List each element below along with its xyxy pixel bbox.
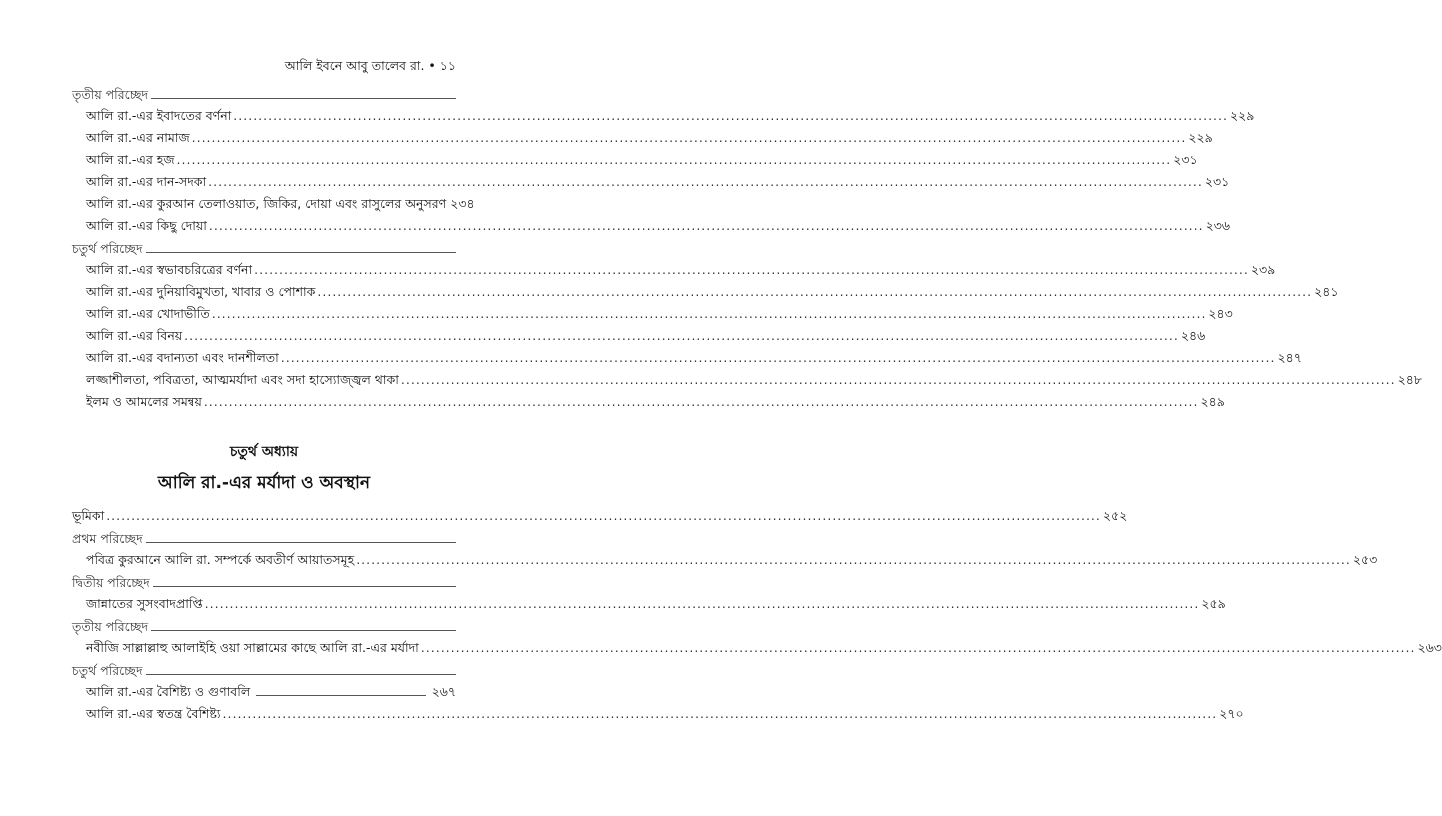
toc-entry-page: ২৫২ — [1102, 508, 1128, 523]
dot-leader: ........................................................................................................................................................................................................ — [233, 108, 1228, 123]
toc-entry-page: ২৫৩ — [1352, 552, 1378, 567]
toc-entry[interactable] — [72, 218, 1230, 240]
section-label: দ্বিতীয় পরিচ্ছেদ — [72, 575, 150, 590]
toc-block-1 — [72, 86, 1422, 416]
toc-entry-page: ২৪৮ — [1397, 372, 1422, 387]
toc-entry[interactable] — [72, 152, 1198, 174]
dot-leader: ........................................................................................................................................................................................................ — [254, 262, 1249, 277]
dot-leader: ........................................................................................................................................................................................................ — [317, 284, 1313, 299]
dot-leader: ........................................................................................................................................................................................................ — [211, 306, 1207, 321]
toc-entry-page: ২৪৬ — [1180, 328, 1206, 343]
toc-entry-page: ২৫৯ — [1201, 596, 1226, 611]
section-rule — [146, 674, 456, 675]
chapter-heading — [0, 440, 528, 498]
section-heading — [72, 530, 456, 552]
dot-leader: ........................................................................................................................................................................................................ — [106, 508, 1101, 523]
dot-leader — [256, 695, 425, 696]
toc-entry[interactable] — [72, 284, 1339, 306]
toc-entry-page: ২৩৬ — [1205, 218, 1230, 233]
toc-entry[interactable] — [72, 350, 1302, 372]
chapter-number: চতুর্থ অধ্যায় — [229, 444, 299, 460]
chapter-title: আলি রা.-এর মর্যাদা ও অবস্থান — [157, 473, 371, 493]
toc-entry-title: আলি রা.-এর বিনয় — [86, 328, 183, 343]
section-rule — [146, 252, 456, 253]
toc-entry-page: ২৪৭ — [1277, 350, 1302, 365]
toc-entry-title: আলি রা.-এর কুরআন তেলাওয়াত, জিকির, দোয়া এবং রাসুলের অনুসরণ — [86, 196, 447, 211]
toc-entry-title: আলি রা.-এর খোদাভীতি — [86, 306, 210, 321]
section-rule — [151, 98, 456, 99]
toc-entry-title: আলি রা.-এর স্বতন্ত্র বৈশিষ্ট্য — [86, 706, 221, 721]
toc-entry-page: ২৪৩ — [1208, 306, 1233, 321]
toc-entry[interactable] — [72, 328, 1206, 350]
toc-entry-title: পবিত্র কুরআনে আলি রা. সম্পর্কে অবতীর্ণ আয়াতসমূহ — [86, 552, 355, 567]
toc-entry-title: আলি রা.-এর দান-সদকা — [86, 174, 207, 189]
toc-entry-title: ইলম ও আমলের সমন্বয় — [86, 394, 202, 409]
toc-entry[interactable] — [72, 684, 456, 706]
section-label: তৃতীয় পরিচ্ছেদ — [72, 619, 149, 634]
dot-leader: ........................................................................................................................................................................................................ — [203, 394, 1199, 409]
dot-leader: ........................................................................................................................................................................................................ — [400, 372, 1396, 387]
toc-entry-page: ২২৯ — [1188, 130, 1213, 145]
toc-entry-title: আলি রা.-এর নামাজ — [86, 130, 190, 145]
dot-leader: ........................................................................................................................................................................................................ — [184, 328, 1179, 343]
toc-entry-title: নবীজি সাল্লাল্লাহু আলাইহি ওয়া সাল্লামের কাছে আলি রা.-এর মর্যাদা — [86, 640, 419, 655]
toc-entry[interactable] — [72, 130, 1213, 152]
dot-leader: ........................................................................................................................................................................................................ — [208, 174, 1203, 189]
dot-leader: ........................................................................................................................................................................................................ — [191, 130, 1187, 145]
toc-block-2 — [72, 508, 1442, 728]
dot-leader: ........................................................................................................................................................................................................ — [222, 706, 1218, 721]
toc-entry[interactable] — [72, 552, 1378, 574]
section-heading — [72, 662, 456, 684]
section-heading — [72, 574, 456, 596]
toc-entry-page: ২৪৯ — [1200, 394, 1225, 409]
section-rule — [153, 586, 456, 587]
section-label: প্রথম পরিচ্ছেদ — [72, 531, 143, 546]
toc-entry[interactable] — [72, 196, 475, 218]
toc-entry[interactable] — [72, 596, 1226, 618]
toc-entry-page: ২৩১ — [1204, 174, 1230, 189]
dot-leader: ........................................................................................................................................................................................................ — [280, 350, 1276, 365]
toc-entry-title: লজ্জাশীলতা, পবিত্রতা, আত্মমর্যাদা এবং সদা হাস্যোজ্জ্বল থাকা — [86, 372, 399, 387]
toc-entry[interactable] — [72, 394, 1225, 416]
running-header: আলি ইবনে আবু তালেব রা. • ১১ — [284, 58, 456, 73]
toc-entry-title: আলি রা.-এর ইবাদতের বর্ণনা — [86, 108, 232, 123]
toc-entry-page: ২৪১ — [1314, 284, 1339, 299]
toc-entry[interactable] — [72, 372, 1422, 394]
toc-entry-page: ২৩১ — [1173, 152, 1198, 167]
toc-entry[interactable] — [72, 108, 1255, 130]
toc-entry-page: ২২৯ — [1229, 108, 1255, 123]
toc-entry-title: আলি রা.-এর বদান্যতা এবং দানশীলতা — [86, 350, 279, 365]
toc-entry[interactable] — [72, 640, 1442, 662]
dot-leader: ........................................................................................................................................................................................................ — [208, 218, 1204, 233]
toc-entry-page: ২৩৯ — [1250, 262, 1276, 277]
toc-entry-page: ২৩৪ — [450, 196, 475, 211]
section-rule — [151, 630, 456, 631]
toc-entry[interactable] — [72, 508, 1128, 530]
dot-leader: ........................................................................................................................................................................................................ — [204, 596, 1200, 611]
section-heading — [72, 240, 456, 262]
dot-leader: ........................................................................................................................................................................................................ — [176, 152, 1172, 167]
toc-entry-page: ২৬৭ — [431, 684, 456, 699]
toc-entry-page: ২৭০ — [1219, 706, 1244, 721]
toc-entry-title: আলি রা.-এর কিছু দোয়া — [86, 218, 207, 233]
section-heading — [72, 618, 456, 640]
section-heading — [72, 86, 456, 108]
dot-leader: ........................................................................................................................................................................................................ — [356, 552, 1351, 567]
toc-entry[interactable] — [72, 174, 1230, 196]
toc-entry[interactable] — [72, 706, 1244, 728]
toc-entry-title: আলি রা.-এর স্বভাবচরিত্রের বর্ণনা — [86, 262, 253, 277]
toc-entry[interactable] — [72, 262, 1276, 284]
section-label: তৃতীয় পরিচ্ছেদ — [72, 87, 149, 102]
toc-entry-title: আলি রা.-এর হজ — [86, 152, 175, 167]
toc-entry-title: আলি রা.-এর দুনিয়াবিমুখতা, খাবার ও পোশাক — [86, 284, 316, 299]
section-rule — [146, 542, 456, 543]
section-label: চতুর্থ পরিচ্ছেদ — [72, 241, 143, 256]
toc-entry-title: ভূমিকা — [72, 508, 105, 523]
section-label: চতুর্থ পরিচ্ছেদ — [72, 663, 143, 678]
toc-entry-page: ২৬৩ — [1417, 640, 1442, 655]
dot-leader: ........................................................................................................................................................................................................ — [420, 640, 1416, 655]
toc-entry[interactable] — [72, 306, 1233, 328]
toc-entry-title: জান্নাতের সুসংবাদপ্রাপ্তি — [86, 596, 203, 611]
toc-entry-title: আলি রা.-এর বৈশিষ্ট্য ও গুণাবলি — [86, 684, 251, 699]
